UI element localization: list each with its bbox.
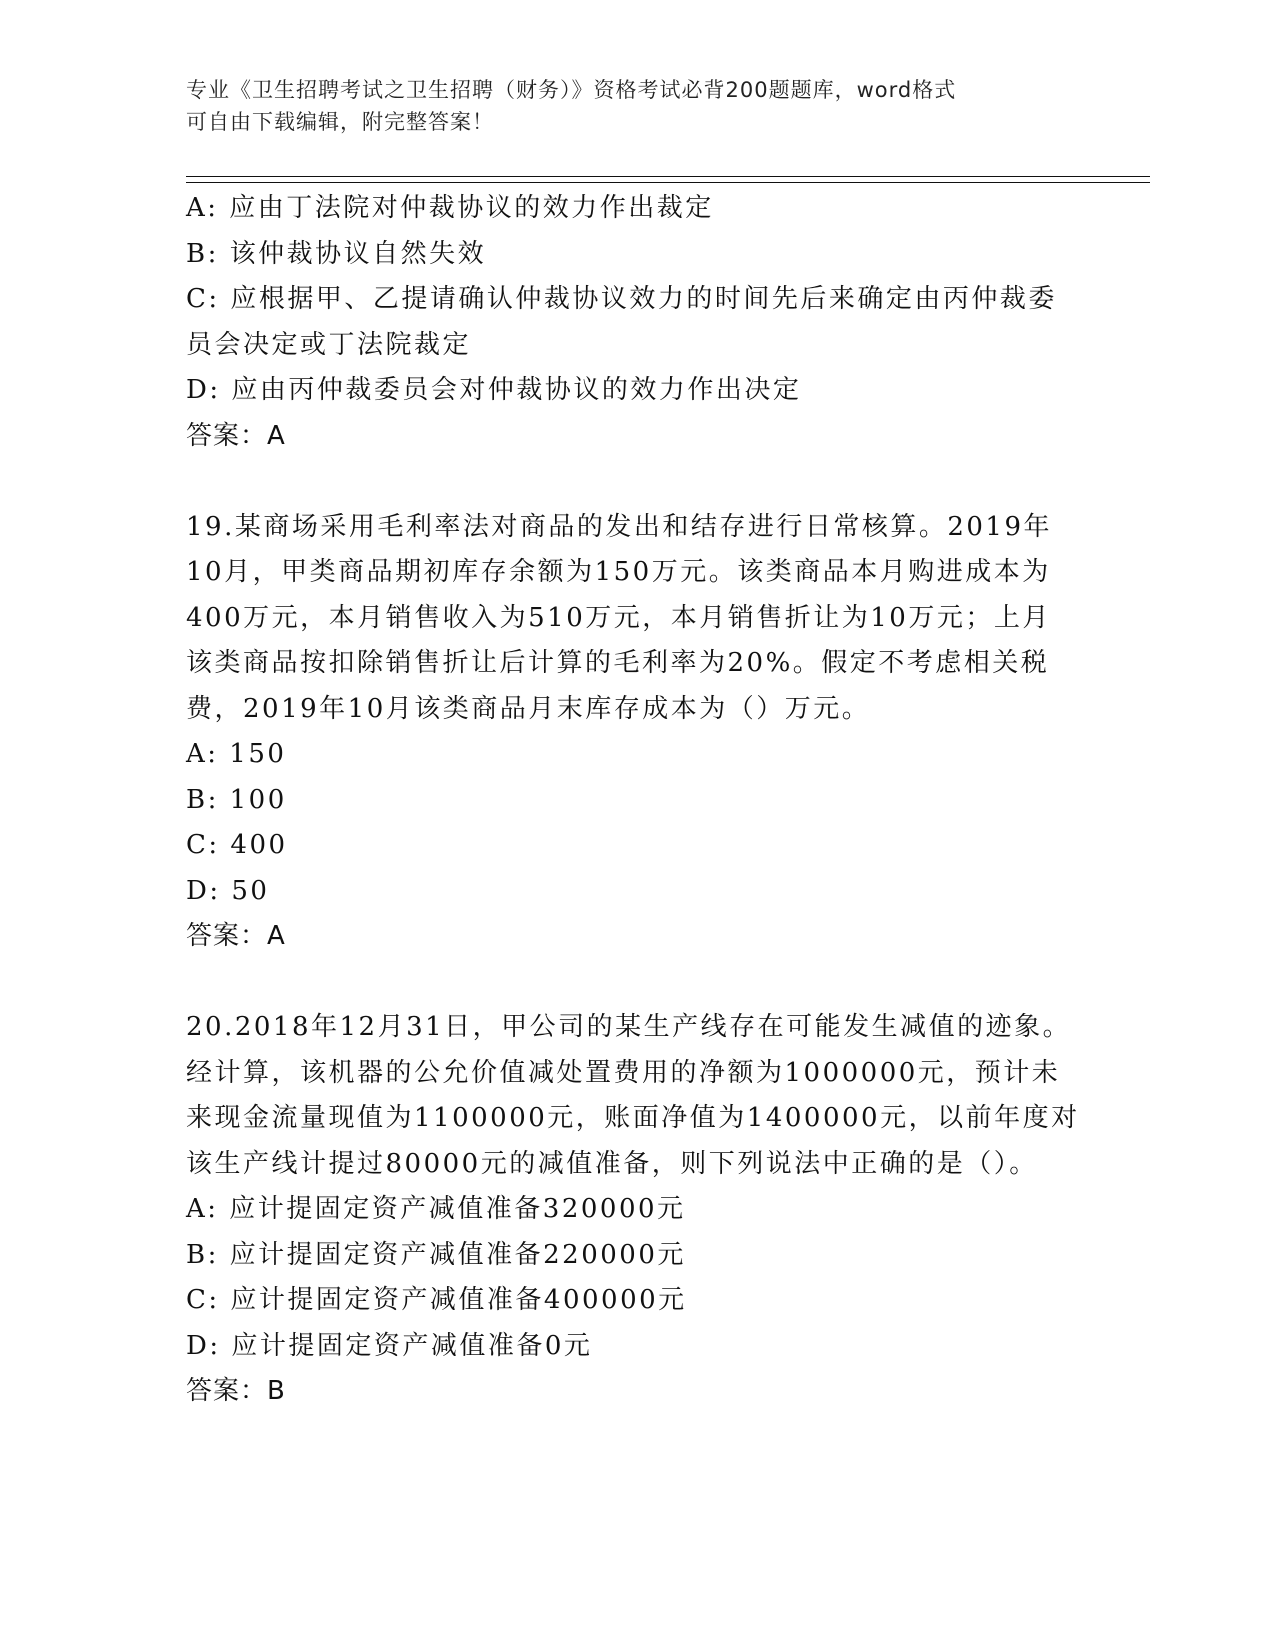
- header-divider-bottom: [186, 182, 1150, 183]
- q20-option-a: A: 应计提固定资产减值准备320000元: [186, 1194, 686, 1224]
- spacer: [186, 960, 1076, 1006]
- q18-option-c-continued: 员会决定或丁法院裁定: [186, 329, 472, 360]
- q20-stem-line-1: 20.2018年12月31日，甲公司的某生产线存在可能发生减值的迹象。: [186, 1012, 1072, 1042]
- document-header: [186, 74, 1066, 138]
- question-18-block: [186, 186, 1076, 459]
- q20-option-c: C: 应计提固定资产减值准备400000元: [186, 1285, 687, 1315]
- q20-stem-line-3: 来现金流量现值为1100000元，账面净值为1400000元，以前年度对: [186, 1103, 1080, 1133]
- q19-option-d: D: 50: [186, 875, 270, 906]
- q19-stem-line-4: 该类商品按扣除销售折让后计算的毛利率为20%。假定不考虑相关税: [186, 648, 1050, 678]
- question-20-block: [186, 1005, 1080, 1415]
- q19-option-c: C: 400: [186, 830, 288, 860]
- q20-option-d: D: 应计提固定资产减值准备0元: [186, 1330, 593, 1361]
- q20-option-b: B: 应计提固定资产减值准备220000元: [186, 1239, 686, 1270]
- document-body: [186, 186, 1080, 1415]
- q19-option-b: B: 100: [186, 784, 287, 815]
- q20-stem-line-4: 该生产线计提过80000元的减值准备，则下列说法中正确的是（）。: [186, 1148, 1038, 1179]
- spacer: [186, 459, 1076, 505]
- header-line-2: 可自由下载编辑，附完整答案！: [186, 110, 494, 134]
- q20-stem-line-2: 经计算，该机器的公允价值减处置费用的净额为1000000元，预计未: [186, 1057, 1061, 1088]
- header-divider-top: [186, 176, 1150, 177]
- q19-option-a: A: 150: [186, 739, 287, 769]
- q19-stem-line-2: 10月，甲类商品期初库存余额为150万元。该类商品本月购进成本为: [186, 557, 1051, 587]
- q18-option-b: B: 该仲裁协议自然失效: [186, 238, 487, 269]
- q19-stem-line-5: 费，2019年10月该类商品月末库存成本为（）万元。: [186, 693, 871, 724]
- q18-option-c: C: 应根据甲、乙提请确认仲裁协议效力的时间先后来确定由丙仲裁委: [186, 284, 1057, 314]
- q18-option-d: D: 应由丙仲裁委员会对仲裁协议的效力作出决定: [186, 375, 802, 405]
- question-19-block: [186, 505, 1076, 960]
- q18-option-a: A: 应由丁法院对仲裁协议的效力作出裁定: [186, 193, 714, 223]
- q18-answer: 答案：A: [186, 420, 286, 451]
- header-line-1: 专业《卫生招聘考试之卫生招聘（财务）》资格考试必背200题题库，word格式: [186, 78, 957, 102]
- q19-stem-line-3: 400万元，本月销售收入为510万元，本月销售折让为10万元；上月: [186, 602, 1051, 633]
- q19-answer: 答案：A: [186, 921, 286, 951]
- q20-answer: 答案：B: [186, 1376, 286, 1406]
- q19-stem-line-1: 19.某商场采用毛利率法对商品的发出和结存进行日常核算。2019年: [186, 511, 1053, 542]
